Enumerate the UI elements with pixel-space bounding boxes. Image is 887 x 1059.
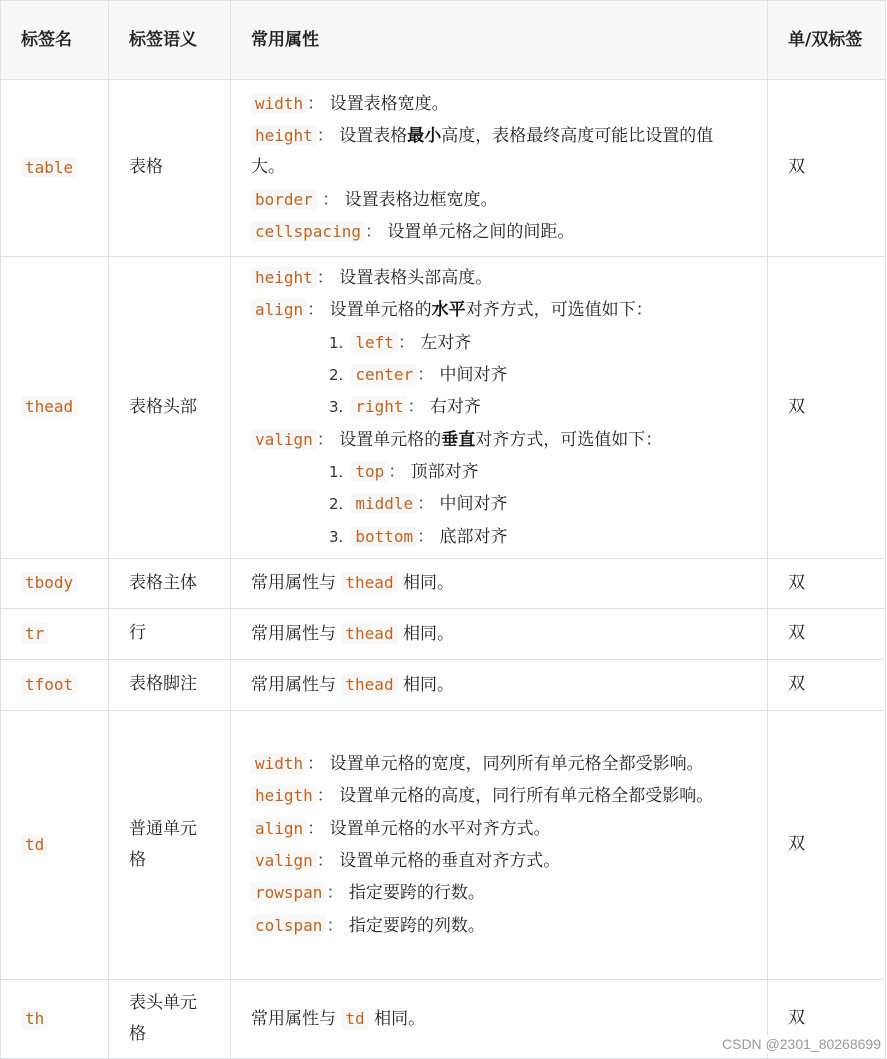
attr-description: 指定要跨的行数。 [348, 883, 485, 904]
type-cell: 双 [768, 609, 886, 660]
attr-code: valign [251, 429, 317, 450]
attr-description-pre: 设置表格 [339, 126, 408, 147]
option-code: top [351, 461, 388, 482]
attr-description-pre: 常用属性与 [251, 623, 336, 644]
attr-description-post: 对齐方式，可选值如下： [475, 429, 663, 450]
attr-description-post: 相同。 [374, 1008, 426, 1029]
attrs-cell [231, 609, 768, 660]
list-number: 3. [329, 527, 344, 546]
tag-code: tfoot [21, 674, 77, 695]
attr-code: colspan [251, 915, 326, 936]
option-list [251, 327, 747, 424]
tag-cell [1, 257, 109, 559]
attr-line [251, 748, 747, 780]
attr-code: rowspan [251, 882, 326, 903]
attr-description: 指定要跨的列数。 [348, 915, 485, 936]
attr-separator: ： [397, 332, 415, 353]
attr-line [251, 262, 747, 294]
meaning-cell: 表格主体 [109, 559, 231, 609]
attr-emphasis: 最小 [407, 126, 442, 147]
tag-cell [1, 711, 109, 980]
attr-separator: ： [307, 93, 325, 114]
csdn-watermark: CSDN @2301_80268699 [722, 1036, 881, 1052]
header-row [1, 1, 886, 80]
table-row [1, 257, 886, 559]
attr-separator: ： [326, 883, 344, 904]
option-list [251, 456, 747, 553]
list-item [329, 391, 747, 423]
attr-separator: ： [316, 126, 334, 147]
attr-separator: ： [316, 786, 334, 807]
type-cell: 双 [768, 80, 886, 257]
tag-code: thead [21, 396, 77, 417]
attr-line [251, 845, 747, 877]
attrs-cell [231, 257, 768, 559]
attr-code: align [251, 818, 307, 839]
attr-separator: ： [316, 189, 340, 210]
attr-line [251, 184, 747, 216]
list-number: 1. [329, 462, 344, 481]
attr-description-post: 对齐方式，可选值如下： [465, 300, 653, 321]
tag-cell [1, 660, 109, 711]
header-common-attrs: 常用属性 [231, 1, 768, 80]
attr-description: 设置单元格的宽度，同列所有单元格全都受影响。 [329, 754, 704, 775]
list-number: 1. [329, 333, 344, 352]
option-code: left [351, 332, 398, 353]
attrs-cell [231, 559, 768, 609]
type-cell: 双 [768, 660, 886, 711]
attrs-cell [231, 711, 768, 980]
attr-code: valign [251, 850, 317, 871]
option-description: 右对齐 [429, 397, 481, 418]
option-code: bottom [351, 526, 417, 547]
attr-code: cellspacing [251, 221, 365, 242]
attr-description: 设置表格头部高度。 [339, 268, 493, 289]
attr-separator: ： [364, 221, 382, 242]
attr-line [251, 120, 747, 184]
tag-code: tbody [21, 572, 77, 593]
attr-code: align [251, 299, 307, 320]
option-description: 顶部对齐 [410, 461, 479, 482]
attr-description-post: 相同。 [402, 674, 454, 695]
tag-code: th [21, 1008, 48, 1029]
type-cell: 双 [768, 559, 886, 609]
option-description: 中间对齐 [439, 365, 508, 386]
meaning-cell: 表头单元格 [109, 980, 231, 1059]
meaning-cell: 普通单元格 [109, 711, 231, 980]
attr-description-post: 相同。 [402, 573, 454, 594]
option-description: 左对齐 [420, 332, 472, 353]
option-description: 中间对齐 [439, 494, 508, 515]
attr-line [251, 294, 747, 326]
table-row [1, 559, 886, 609]
meaning-cell: 行 [109, 609, 231, 660]
attr-separator: ： [316, 268, 334, 289]
attr-description-post: 高度，表格最终高度可能比设置的值大。 [251, 126, 714, 178]
attr-line [251, 877, 747, 909]
table-row [1, 660, 886, 711]
tag-cell [1, 980, 109, 1059]
attrs-cell [231, 80, 768, 257]
list-number: 3. [329, 398, 344, 417]
attr-line [251, 813, 747, 845]
list-item [329, 327, 747, 359]
list-number: 2. [329, 366, 344, 385]
attr-emphasis: 水平 [431, 300, 466, 321]
attr-separator: ： [417, 365, 435, 386]
attr-separator: ： [388, 461, 406, 482]
attr-code: border [251, 189, 317, 210]
meaning-cell: 表格 [109, 80, 231, 257]
list-item [329, 521, 747, 553]
attr-separator: ： [417, 526, 435, 547]
attr-separator: ： [316, 429, 334, 450]
header-single-double: 单/双标签 [768, 1, 886, 80]
attr-description-pre: 常用属性与 [251, 573, 336, 594]
attr-separator: ： [316, 851, 334, 871]
attr-code: width [251, 93, 307, 114]
tag-code: td [21, 834, 48, 855]
attr-code: width [251, 753, 307, 774]
type-cell: 双 [768, 257, 886, 559]
attr-emphasis: 垂直 [441, 429, 476, 450]
option-code: center [351, 364, 417, 385]
tag-code: table [21, 157, 77, 178]
attr-line [251, 88, 747, 120]
table-row [1, 609, 886, 660]
option-code: right [351, 396, 407, 417]
meaning-cell: 表格头部 [109, 257, 231, 559]
option-description: 底部对齐 [439, 526, 508, 547]
ref-code: td [341, 1008, 368, 1029]
attr-separator: ： [326, 915, 344, 936]
attr-description-post: 相同。 [402, 623, 454, 644]
list-item [329, 456, 747, 488]
attr-description-pre: 设置单元格的 [339, 429, 442, 450]
list-number: 2. [329, 495, 344, 514]
header-tag-name: 标签名 [1, 1, 109, 80]
attr-line [251, 910, 747, 942]
attr-description: 设置单元格的垂直对齐方式。 [339, 851, 561, 871]
table-row [1, 711, 886, 980]
tag-cell [1, 559, 109, 609]
attr-description: 设置单元格的水平对齐方式。 [329, 818, 551, 839]
attr-line [251, 780, 747, 812]
type-cell: 双 [768, 980, 886, 1059]
attr-separator: ： [307, 300, 325, 321]
attr-code: height [251, 125, 317, 146]
option-code: middle [351, 493, 417, 514]
attr-separator: ： [307, 754, 325, 775]
attrs-cell [231, 660, 768, 711]
list-item [329, 488, 747, 520]
attrs-cell [231, 980, 768, 1059]
attr-line [251, 216, 747, 248]
attr-description-pre: 常用属性与 [251, 674, 336, 695]
attr-separator: ： [407, 397, 425, 418]
tag-code: tr [21, 623, 48, 644]
attr-description: 设置单元格之间的间距。 [387, 221, 575, 242]
attr-description: 设置单元格的高度，同行所有单元格全都受影响。 [339, 786, 714, 807]
tag-cell [1, 80, 109, 257]
header-tag-meaning: 标签语义 [109, 1, 231, 80]
attr-line [251, 424, 747, 456]
attr-separator: ： [307, 818, 325, 839]
ref-code: thead [341, 674, 397, 695]
meaning-cell: 表格脚注 [109, 660, 231, 711]
attr-description-pre: 常用属性与 [251, 1008, 336, 1029]
attr-code: height [251, 267, 317, 288]
ref-code: thead [341, 623, 397, 644]
type-cell: 双 [768, 711, 886, 980]
attr-code: heigth [251, 785, 317, 806]
table-row [1, 80, 886, 257]
tag-cell [1, 609, 109, 660]
attr-description: 设置表格宽度。 [329, 93, 449, 114]
attr-description: 设置表格边框宽度。 [344, 189, 498, 210]
attr-description-pre: 设置单元格的 [329, 300, 432, 321]
ref-code: thead [341, 572, 397, 593]
list-item [329, 359, 747, 391]
attr-separator: ： [417, 494, 435, 515]
